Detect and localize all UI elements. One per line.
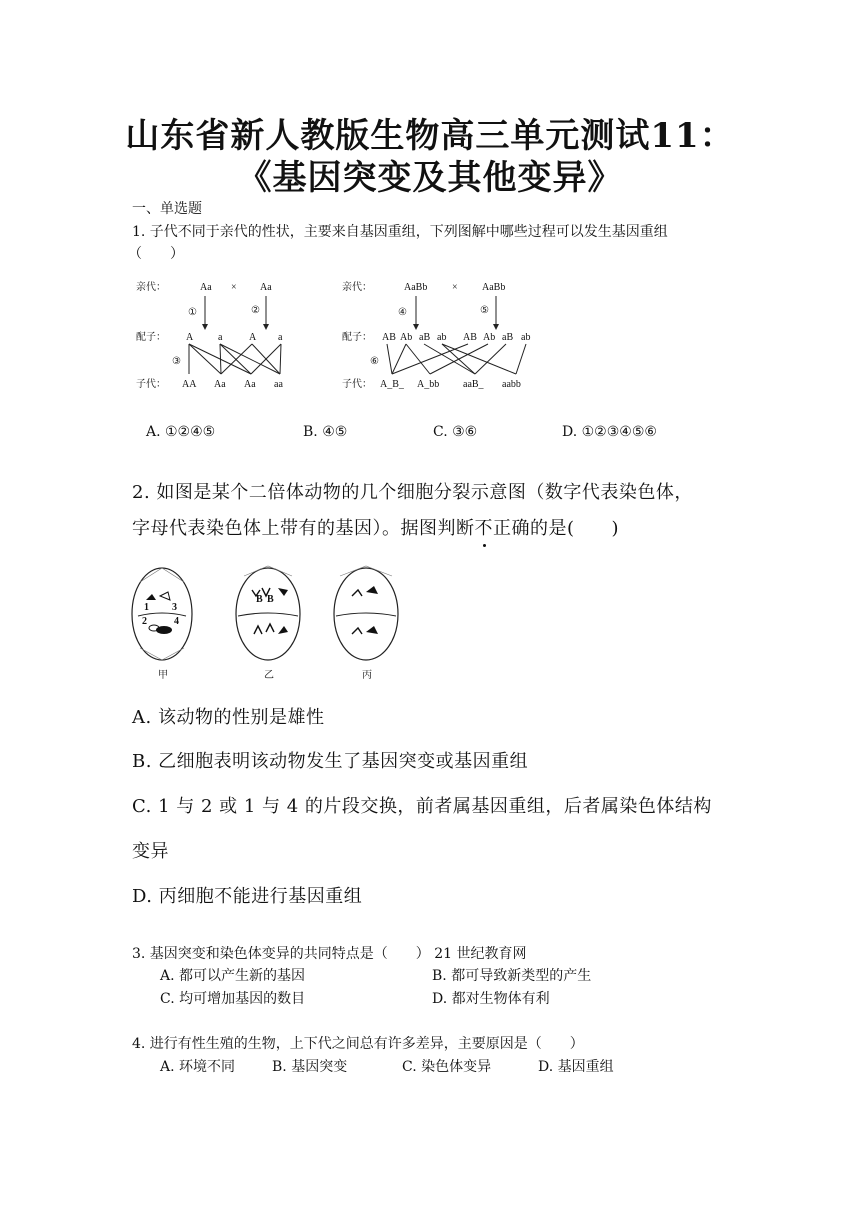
q2-stem-line1: 2. 如图是某个二倍体动物的几个细胞分裂示意图（数字代表染色体， bbox=[132, 482, 693, 503]
gene-letter: B bbox=[256, 594, 263, 605]
step-6: ⑥ bbox=[370, 356, 379, 367]
parent-row-label: 亲代： bbox=[136, 282, 166, 293]
q3-option-d: D. 都对生物体有利 bbox=[432, 991, 550, 1007]
step-2: ② bbox=[251, 305, 260, 316]
q2-option-a: A. 该动物的性别是雄性 bbox=[132, 707, 325, 728]
q4-stem: 4. 进行有性生殖的生物，上下代之间总有许多差异，主要原因是（ ） bbox=[132, 1036, 584, 1052]
q2-option-b: B. 乙细胞表明该动物发生了基因突变或基因重组 bbox=[132, 751, 529, 772]
q3-option-b: B. 都可导致新类型的产生 bbox=[432, 968, 592, 984]
gamete-row-label: 配子： bbox=[136, 332, 166, 343]
section-heading: 一、单选题 bbox=[132, 201, 202, 217]
chromosome-number: 3 bbox=[172, 602, 177, 613]
page-title-line1: 山东省新人教版生物高三单元测试11： bbox=[125, 116, 735, 156]
q2-option-d: D. 丙细胞不能进行基因重组 bbox=[132, 886, 363, 907]
q1-stem-line1: 1. 子代不同于亲代的性状，主要来自基因重组，下列图解中哪些过程可以发生基因重组 bbox=[132, 224, 668, 240]
q4-option-d: D. 基因重组 bbox=[538, 1059, 614, 1075]
offspring: AA bbox=[182, 379, 197, 390]
q1-option-c: C. ③⑥ bbox=[433, 424, 478, 440]
cell-label: 甲 bbox=[158, 670, 168, 681]
q1-genetics-diagram bbox=[130, 268, 550, 398]
q2-stem-line2: 字母代表染色体上带有的基因）。据图判断不正确的是( ) bbox=[132, 518, 620, 539]
parent-genotype: AaBb bbox=[404, 282, 428, 293]
q1-option-b: B. ④⑤ bbox=[303, 424, 348, 440]
parent-row-label: 亲代： bbox=[342, 282, 372, 293]
offspring: Aa bbox=[244, 379, 256, 390]
parent-genotype: Aa bbox=[260, 282, 272, 293]
offspring: A_bb bbox=[417, 379, 440, 390]
chromosome-number: 4 bbox=[174, 616, 179, 627]
step-5: ⑤ bbox=[480, 305, 489, 316]
chromosome-number: 2 bbox=[142, 616, 147, 627]
offspring: aabb bbox=[502, 379, 521, 390]
cell-yi bbox=[236, 566, 300, 681]
chromosome-number: 1 bbox=[144, 602, 149, 613]
gamete: ab bbox=[521, 332, 531, 343]
gamete: Ab bbox=[400, 332, 413, 343]
q1-option-d: D. ①②③④⑤⑥ bbox=[562, 424, 657, 440]
q4-option-c: C. 染色体变异 bbox=[402, 1059, 492, 1075]
gamete: a bbox=[218, 332, 223, 343]
step-4: ④ bbox=[398, 307, 407, 318]
q3-stem: 3. 基因突变和染色体变异的共同特点是（ ） 21 世纪教育网 bbox=[132, 946, 527, 962]
offspring: A_B_ bbox=[380, 379, 404, 390]
q2-option-c-cont: 变异 bbox=[132, 841, 169, 862]
gamete: a bbox=[278, 332, 283, 343]
q1-left-cross bbox=[136, 280, 283, 390]
emphasis-not: 不 bbox=[474, 518, 493, 539]
offspring: Aa bbox=[214, 379, 226, 390]
gamete: A bbox=[186, 332, 194, 343]
gamete: AB bbox=[463, 332, 477, 343]
q2-option-c: C. 1 与 2 或 1 与 4 的片段交换，前者属基因重组，后者属染色体结构 bbox=[132, 796, 712, 817]
cell-label: 乙 bbox=[264, 670, 274, 681]
cross-symbol: × bbox=[231, 282, 237, 293]
q4-option-b: B. 基因突变 bbox=[272, 1059, 348, 1075]
q2-cell-diagram bbox=[126, 562, 416, 686]
q3-option-a: A. 都可以产生新的基因 bbox=[160, 968, 306, 984]
child-row-label: 子代： bbox=[136, 379, 166, 390]
page-title-line2: 《基因突变及其他变异》 bbox=[237, 158, 623, 198]
gamete-row-label: 配子： bbox=[342, 332, 372, 343]
cell-label: 丙 bbox=[362, 670, 372, 681]
gamete: aB bbox=[419, 332, 431, 343]
step-1: ① bbox=[188, 307, 197, 318]
cell-jia bbox=[132, 568, 192, 681]
offspring: aa bbox=[274, 379, 283, 390]
gamete: ab bbox=[437, 332, 447, 343]
gamete: Ab bbox=[483, 332, 496, 343]
cross-symbol: × bbox=[452, 282, 458, 293]
parent-genotype: AaBb bbox=[482, 282, 506, 293]
q3-option-c: C. 均可增加基因的数目 bbox=[160, 991, 306, 1007]
parent-genotype: Aa bbox=[200, 282, 212, 293]
q1-option-a: A. ①②④⑤ bbox=[146, 424, 216, 440]
gamete: aB bbox=[502, 332, 514, 343]
cell-bing bbox=[334, 566, 398, 681]
gamete: A bbox=[249, 332, 257, 343]
q1-right-cross bbox=[342, 280, 530, 390]
child-row-label: 子代： bbox=[342, 379, 372, 390]
step-3: ③ bbox=[172, 356, 181, 367]
q4-option-a: A. 环境不同 bbox=[160, 1059, 236, 1075]
gamete: AB bbox=[382, 332, 396, 343]
gene-letter: B bbox=[267, 594, 274, 605]
offspring: aaB_ bbox=[463, 379, 484, 390]
q1-stem-line2: （ ） bbox=[128, 246, 184, 262]
